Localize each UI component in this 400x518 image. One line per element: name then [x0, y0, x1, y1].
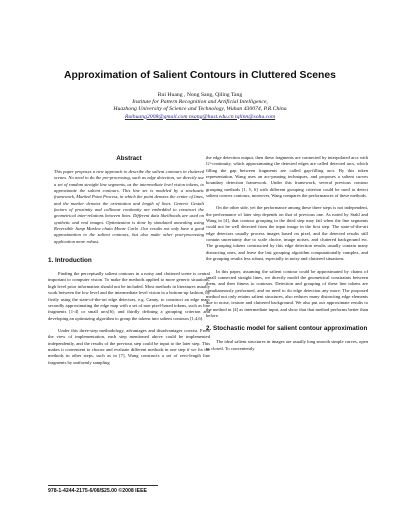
institution: Institute for Pattern Recognition and Artificial Intelligence, [132, 99, 268, 106]
left-column [48, 155, 210, 372]
right-paragraph-1: the edge detection output, then these fragments are connected by interpolated arcs with G¹-continuity, which approximating the detected edges are called detected arcs, which filling the gap between fragments are called gap-filling arcs. By this token representation, Wang uses an arc-pruning techniques, and proposes a salient curves boundary detection framework. Under this framework, several previous contour grouping methods [1, 5, 6] with different grouping criterion could be used to detect salient convex contours, moreover, Wang compares the performances of these methods. [206, 155, 368, 199]
author-block [0, 92, 400, 121]
right-paragraph-4: The ideal salient structures in images are usually long smooth simple curves, open or closed. To conveniently [206, 339, 368, 351]
right-column [206, 155, 368, 358]
paper-title: Approximation of Salient Contours in Cluttered Scenes [64, 70, 336, 81]
right-paragraph-2: On the other side, yet the performance among these three steps is not independent, the performance of later step depends on that of previous one. As noted by Stahl and Wang in [4], that contour grouping in the third step may fail when the line segments could not be well detected from the input image in the first step. The state-of-the-art edge detectors usually process images based on pixel, and the detected results still contain uncertainty due to scale choice, image noises, and cluttered background etc. The grouping tokens constructed by this edge detection results usually contain many distracting ones, and leave the last grouping algorithm computationally complex, and the grouping results less robust, especially in noisy and cluttered situations. [206, 205, 368, 262]
address: Huazhong University of Science and Technology, Wuhan 430074, P.R.China [113, 106, 287, 113]
right-paragraph-3: In this paper, assuming the salient contour could be approximated by chains of small connected straight lines, we directly model the geometrical constraints between them, and then fitness to contours. Detection and grouping of these line tokens are simultaneously performed, and no need to do edge detection any more. The proposed method not only retains salient structures, also reduces many distracting edge elements due to noise, texture and cluttered background. We also put our approximate results to the method in [4] as intermediate input, and show that that method performs better than before. [206, 268, 368, 318]
section-2-heading: 2. Stochastic model for salient contour approximation [206, 325, 368, 333]
author-names: Rui Huang , Nong Sang, Qiling Tang [157, 92, 243, 98]
author-emails[interactable]: Ruihuang2008@gmail.com nsang@hust.edu.cn tqlinn@sohu.com [124, 113, 276, 120]
abstract-text: This paper proposes a new approach to describe the salient contours in cluttered scenes. No need to do the pre-processing, such as edge detection, we directly use a set of random straight line segments, as the intermediate level vision tokens, to approximate the salient contours. This line set is modeled by a stochastic framework, Marked Point Process, in which the point denotes the center of lines, and the marker denotes the orientation and length of lines. Generic Gestalt factors of proximity and collinear continuity are embedded to construct the geometrical inter-relations between lines. Different data likelihoods are used on synthetic and real images. Optimization is done by simulated annealing using Reversible Jump Markov chain Monte Carlo .Our results not only have a good approximation to the salient contours, but also make other post-processing application more robust. [54, 169, 204, 244]
intro-heading: 1. Introduction [48, 257, 92, 265]
footer-rule [48, 485, 158, 486]
intro-paragraph-2: Under this three-step methodology, advantages and disadvantages coexist. From the view of implementation, each step mentioned above could be implemented independently, and the results of the previous step could be input to the later step. This makes it convenient to choose and evaluate different methods in one step if we fix the methods in other steps, such as in [7], Wang constructs a set of zero-length line fragments by uniformly sampling [48, 327, 210, 365]
copyright-footer: 978-1-4244-2175-6/08/$25.00 ©2008 IEEE [48, 488, 148, 494]
abstract-heading: Abstract [116, 155, 142, 162]
intro-paragraph-1: Finding the perceptually salient contours in a noisy and cluttered scene is central important to computer vision. To make the methods applied to more generic situations, high level prior information should not be included. Most methods in literatures usually work between the low level and the intermediate level vision in a bottom-up fashion, by firstly using the state-of-the-art edge detectors, e.g. Canny, to construct an edge map; secondly approximating the edge map with a set of non pixel-based tokens, such as line fragments [1-4] or small arcs[6]; and thirdly defining a grouping criterion and developing an optimizing algorithm to group the tokens into salient contours [1,4,6]. [48, 271, 210, 321]
